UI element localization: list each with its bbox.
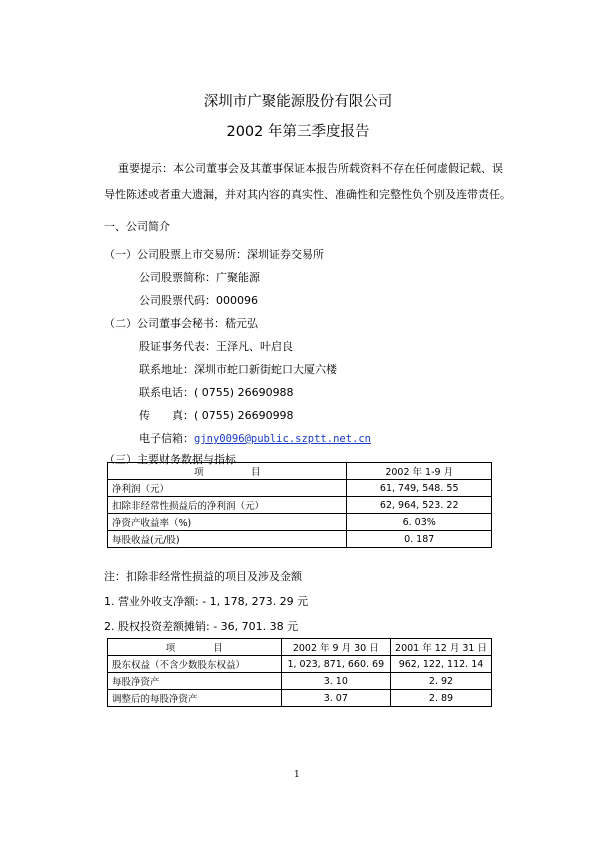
stock-name-line: 公司股票简称：广聚能源: [139, 271, 260, 284]
row-value: 0. 187: [347, 531, 492, 548]
header-2002: 2002 年 9 月 30 日: [281, 639, 390, 656]
table-row: [108, 690, 492, 707]
table-row: [108, 497, 492, 514]
equity-table: [107, 638, 492, 707]
row-value: 1, 023, 871, 660. 69: [281, 656, 390, 673]
financial-data-heading: （三）主要财务数据与指标: [104, 453, 236, 466]
report-company-title: 深圳市广聚能源股份有限公司: [203, 94, 393, 110]
notice-line-1: 重要提示：本公司董事会及其董事保证本报告所载资料不存在任何虚假记载、误: [118, 162, 503, 175]
phone-line: 联系电话：( 0755) 26690988: [139, 386, 294, 399]
fax-line: [139, 407, 294, 423]
exchange-line: （一）公司股票上市交易所：深圳证券交易所: [104, 248, 324, 261]
row-label: 每股净资产: [108, 673, 282, 690]
table-row: [108, 480, 492, 497]
table-row: [108, 514, 492, 531]
header-item: 项 目: [108, 463, 347, 480]
row-label: 股东权益（不含少数股东权益）: [108, 656, 282, 673]
fax-value: ( 0755) 26690998: [194, 409, 294, 422]
page-number: 1: [294, 770, 300, 780]
address-line: 联系地址：深圳市蛇口新街蛇口大厦六楼: [139, 363, 337, 376]
notice-line-2: 导性陈述或者重大遗漏，并对其内容的真实性、准确性和完整性负个别及连带责任。: [104, 188, 511, 201]
section-company-profile: 一、公司简介: [104, 220, 170, 233]
row-value: 61, 749, 548. 55: [347, 480, 492, 497]
table-row: [108, 531, 492, 548]
row-label: 调整后的每股净资产: [108, 690, 282, 707]
row-value: 3. 07: [281, 690, 390, 707]
row-label: 净资产收益率（%): [108, 514, 347, 531]
report-period-title: 2002 年第三季度报告: [226, 124, 370, 140]
table-row: [108, 673, 492, 690]
table-header-row: [108, 639, 492, 656]
header-2001: 2001 年 12 月 31 日: [391, 639, 492, 656]
email-line: [139, 430, 371, 446]
email-label: 电子信箱：: [139, 432, 194, 445]
header-period: 2002 年 1-9 月: [347, 463, 492, 480]
header-item: 项 目: [108, 639, 282, 656]
row-value: 2. 92: [391, 673, 492, 690]
email-link[interactable]: gjny0096@public.szptt.net.cn: [194, 433, 372, 445]
row-value: 962, 122, 112. 14: [391, 656, 492, 673]
representative-line: 股证事务代表：王泽凡、叶启良: [139, 340, 293, 353]
financial-indicators-table: [107, 462, 492, 548]
row-value: 2. 89: [391, 690, 492, 707]
stock-code-line: 公司股票代码：000096: [139, 294, 258, 307]
note-item-1: 1. 营业外收支净额: - 1, 178, 273. 29 元: [104, 595, 309, 608]
row-value: 62, 964, 523. 22: [347, 497, 492, 514]
row-value: 3. 10: [281, 673, 390, 690]
note-item-2: 2. 股权投资差额摊销: - 36, 701. 38 元: [104, 620, 299, 633]
note-heading: 注：扣除非经常性损益的项目及涉及金额: [104, 570, 302, 583]
table-row: [108, 656, 492, 673]
row-label: 扣除非经常性损益后的净利润（元）: [108, 497, 347, 514]
table-header-row: [108, 463, 492, 480]
row-label: 每股收益(元/股): [108, 531, 347, 548]
fax-label: 传 真：: [139, 409, 194, 422]
row-label: 净利润（元）: [108, 480, 347, 497]
secretary-line: （二）公司董事会秘书：嵇元弘: [104, 317, 258, 330]
row-value: 6. 03%: [347, 514, 492, 531]
